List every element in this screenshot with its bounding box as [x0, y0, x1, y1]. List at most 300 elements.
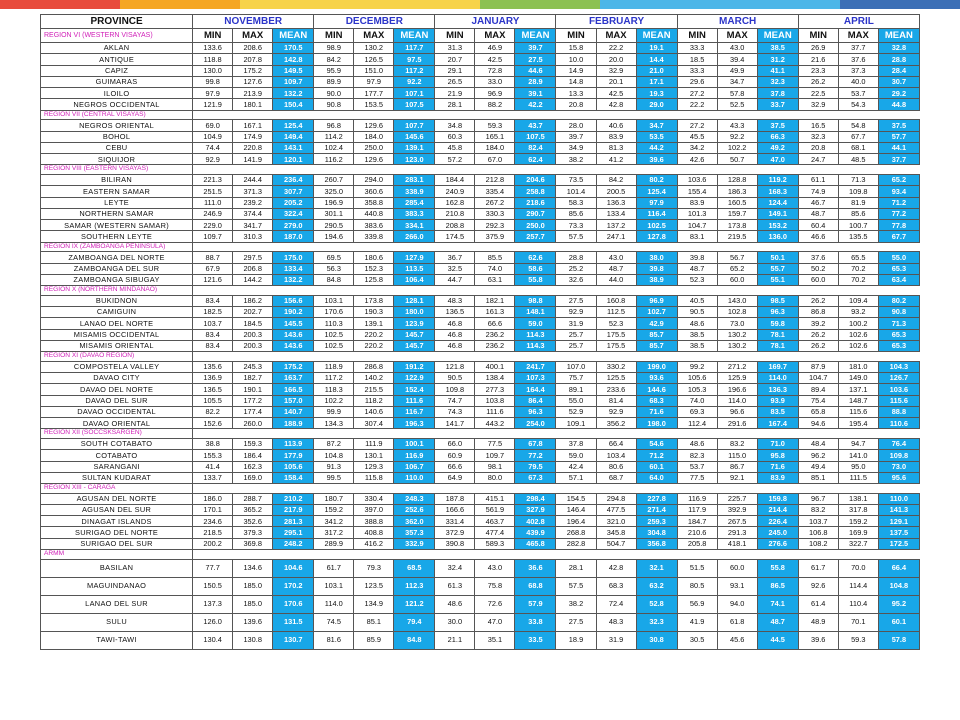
min-cell: 87.2 — [314, 438, 354, 449]
province-name: LANAO DEL NORTE — [41, 318, 193, 329]
max-cell: 73.0 — [717, 318, 757, 329]
mean-cell: 465.8 — [515, 538, 556, 549]
province-name: SULTAN KUDARAT — [41, 472, 193, 483]
mean-cell: 116.4 — [636, 208, 677, 219]
mean-cell: 127.8 — [636, 231, 677, 242]
min-cell: 88.7 — [193, 252, 233, 263]
min-cell: 56.3 — [314, 263, 354, 274]
table-row — [41, 174, 920, 185]
min-cell: 31.9 — [556, 318, 596, 329]
mean-cell: 111.6 — [394, 395, 435, 406]
region-row-blank — [394, 352, 435, 362]
region-row-blank — [636, 286, 677, 296]
mean-cell: 107.3 — [515, 372, 556, 383]
max-cell: 81.4 — [596, 395, 636, 406]
table-row — [41, 613, 920, 631]
min-cell: 170.1 — [193, 504, 233, 515]
region-row-blank — [757, 550, 798, 560]
region-row-blank — [394, 110, 435, 120]
min-cell: 180.7 — [314, 493, 354, 504]
max-cell: 65.2 — [717, 263, 757, 274]
min-cell: 118.3 — [314, 384, 354, 395]
province-header: PROVINCE — [41, 15, 193, 29]
max-cell: 149.0 — [838, 372, 878, 383]
mean-cell: 28.9 — [515, 76, 556, 87]
min-cell: 133.7 — [193, 472, 233, 483]
min-cell: 52.3 — [677, 274, 717, 285]
province-name: DAVAO ORIENTAL — [41, 418, 193, 429]
region-row-blank — [878, 550, 919, 560]
mean-cell: 144.6 — [636, 384, 677, 395]
max-cell: 341.7 — [233, 220, 273, 231]
mean-cell: 109.7 — [273, 76, 314, 87]
max-cell: 236.2 — [475, 340, 515, 351]
max-cell: 83.9 — [596, 131, 636, 142]
max-cell: 148.7 — [838, 395, 878, 406]
region-row-blank — [314, 286, 354, 296]
min-cell: 99.2 — [677, 361, 717, 372]
mean-cell: 33.8 — [515, 613, 556, 631]
column-header-min: MIN — [193, 29, 233, 43]
min-cell: 83.1 — [677, 231, 717, 242]
min-cell: 150.5 — [193, 577, 233, 595]
max-cell: 200.3 — [233, 329, 273, 340]
mean-cell: 327.9 — [515, 504, 556, 515]
mean-cell: 58.6 — [515, 263, 556, 274]
region-row-blank — [878, 352, 919, 362]
region-row-blank — [515, 550, 556, 560]
min-cell: 86.8 — [798, 306, 838, 317]
province-name: EASTERN SAMAR — [41, 186, 193, 197]
mean-cell: 38.5 — [757, 43, 798, 54]
min-cell: 234.6 — [193, 516, 233, 527]
region-label: ARMM — [41, 550, 193, 560]
min-cell: 116.9 — [677, 493, 717, 504]
mean-cell: 57.8 — [878, 631, 919, 649]
min-cell: 60.9 — [435, 450, 475, 461]
max-cell: 130.2 — [717, 329, 757, 340]
region-row — [41, 286, 920, 296]
max-cell: 126.5 — [354, 54, 394, 65]
min-cell: 246.9 — [193, 208, 233, 219]
table-row — [41, 120, 920, 131]
mean-cell: 80.2 — [636, 174, 677, 185]
max-cell: 125.5 — [596, 372, 636, 383]
max-cell: 72.4 — [596, 595, 636, 613]
mean-cell: 128.1 — [394, 295, 435, 306]
max-cell: 43.0 — [717, 43, 757, 54]
region-row — [41, 110, 920, 120]
column-header-min: MIN — [677, 29, 717, 43]
max-cell: 54.3 — [838, 99, 878, 110]
mean-cell: 66.4 — [878, 559, 919, 577]
table-row — [41, 186, 920, 197]
table-row — [41, 252, 920, 263]
region-row-blank — [838, 550, 878, 560]
min-cell: 14.8 — [556, 76, 596, 87]
region-row-blank — [596, 165, 636, 175]
mean-cell: 77.8 — [878, 220, 919, 231]
mean-cell: 93.4 — [878, 186, 919, 197]
max-cell: 88.2 — [475, 99, 515, 110]
mean-cell: 133.4 — [273, 263, 314, 274]
mean-cell: 42.2 — [515, 99, 556, 110]
min-cell: 22.5 — [798, 88, 838, 99]
mean-cell: 172.5 — [878, 538, 919, 549]
mean-cell: 114.3 — [515, 340, 556, 351]
region-row-blank — [596, 110, 636, 120]
region-row-blank — [798, 110, 838, 120]
province-name: COMPOSTELA VALLEY — [41, 361, 193, 372]
mean-cell: 245.0 — [757, 527, 798, 538]
max-cell: 160.5 — [717, 197, 757, 208]
min-cell: 105.6 — [677, 372, 717, 383]
min-cell: 48.9 — [798, 613, 838, 631]
min-cell: 96.7 — [798, 493, 838, 504]
min-cell: 61.7 — [798, 559, 838, 577]
mean-cell: 145.5 — [273, 318, 314, 329]
region-label: REGION XII (SOCCSKSARGEN) — [41, 429, 193, 439]
min-cell: 33.3 — [677, 43, 717, 54]
min-cell: 162.8 — [435, 197, 475, 208]
mean-cell: 143.1 — [273, 142, 314, 153]
min-cell: 64.9 — [435, 472, 475, 483]
column-header-min: MIN — [798, 29, 838, 43]
max-cell: 206.8 — [233, 263, 273, 274]
table-row — [41, 559, 920, 577]
min-cell: 200.2 — [193, 538, 233, 549]
min-cell: 103.7 — [193, 318, 233, 329]
region-row-blank — [314, 242, 354, 252]
max-cell: 180.6 — [354, 252, 394, 263]
min-cell: 112.4 — [677, 418, 717, 429]
mean-cell: 93.9 — [757, 395, 798, 406]
max-cell: 207.8 — [233, 54, 273, 65]
min-cell: 210.6 — [677, 527, 717, 538]
month-header-january: JANUARY — [435, 15, 556, 29]
min-cell: 42.4 — [556, 461, 596, 472]
region-row-blank — [636, 242, 677, 252]
mean-cell: 149.4 — [273, 131, 314, 142]
max-cell: 115.6 — [838, 406, 878, 417]
max-cell: 186.2 — [233, 295, 273, 306]
province-name: MAGUINDANAO — [41, 577, 193, 595]
max-cell: 169.0 — [233, 472, 273, 483]
region-row-blank — [354, 286, 394, 296]
min-cell: 24.7 — [798, 154, 838, 165]
column-header-max: MAX — [354, 29, 394, 43]
max-cell: 84.2 — [596, 174, 636, 185]
min-cell: 34.9 — [556, 142, 596, 153]
topbar-segment — [0, 0, 120, 9]
min-cell: 205.8 — [677, 538, 717, 549]
mean-cell: 37.8 — [757, 88, 798, 99]
mean-cell: 86.5 — [757, 577, 798, 595]
mean-cell: 123.9 — [394, 318, 435, 329]
min-cell: 218.5 — [193, 527, 233, 538]
max-cell: 39.4 — [717, 54, 757, 65]
min-cell: 41.4 — [193, 461, 233, 472]
column-header-mean: MEAN — [757, 29, 798, 43]
region-label: REGION X (NORTHERN MINDANAO) — [41, 286, 193, 296]
mean-cell: 136.3 — [757, 384, 798, 395]
max-cell: 110.4 — [838, 595, 878, 613]
min-cell: 38.5 — [677, 329, 717, 340]
min-cell: 130.0 — [193, 65, 233, 76]
mean-cell: 27.5 — [515, 54, 556, 65]
mean-cell: 37.5 — [757, 120, 798, 131]
max-cell: 244.4 — [233, 174, 273, 185]
province-name: CAMIGUIN — [41, 306, 193, 317]
mean-cell: 90.8 — [878, 306, 919, 317]
province-name: AGUSAN DEL SUR — [41, 504, 193, 515]
min-cell: 87.9 — [798, 361, 838, 372]
min-cell: 89.4 — [798, 384, 838, 395]
mean-cell: 32.3 — [757, 76, 798, 87]
max-cell: 70.1 — [838, 613, 878, 631]
region-label: REGION VIII (EASTERN VISAYAS) — [41, 165, 193, 175]
max-cell: 213.9 — [233, 88, 273, 99]
region-row-blank — [435, 242, 475, 252]
mean-cell: 68.3 — [636, 395, 677, 406]
mean-cell: 110.0 — [394, 472, 435, 483]
region-row-blank — [515, 242, 556, 252]
region-row-blank — [717, 429, 757, 439]
province-name: DAVAO OCCIDENTAL — [41, 406, 193, 417]
mean-cell: 102.5 — [636, 220, 677, 231]
mean-cell: 65.3 — [878, 263, 919, 274]
min-cell: 61.4 — [798, 595, 838, 613]
max-cell: 102.2 — [717, 142, 757, 153]
region-row-blank — [273, 286, 314, 296]
min-cell: 102.4 — [314, 142, 354, 153]
min-cell: 184.4 — [435, 174, 475, 185]
min-cell: 39.2 — [798, 318, 838, 329]
min-cell: 45.5 — [677, 131, 717, 142]
max-cell: 400.1 — [475, 361, 515, 372]
max-cell: 48.5 — [838, 154, 878, 165]
max-cell: 182.7 — [233, 372, 273, 383]
mean-cell: 68.5 — [394, 559, 435, 577]
region-row-blank — [193, 550, 233, 560]
min-cell: 137.3 — [193, 595, 233, 613]
min-cell: 69.5 — [314, 252, 354, 263]
mean-cell: 130.7 — [273, 631, 314, 649]
mean-cell: 439.9 — [515, 527, 556, 538]
min-cell: 58.3 — [556, 197, 596, 208]
max-cell: 250.0 — [354, 142, 394, 153]
province-name: MISAMIS OCCIDENTAL — [41, 329, 193, 340]
month-header-march: MARCH — [677, 15, 798, 29]
min-cell: 105.3 — [677, 384, 717, 395]
max-cell: 83.2 — [717, 438, 757, 449]
max-cell: 375.9 — [475, 231, 515, 242]
min-cell: 20.7 — [435, 54, 475, 65]
max-cell: 159.3 — [233, 438, 273, 449]
max-cell: 79.3 — [354, 559, 394, 577]
region-row-blank — [273, 165, 314, 175]
max-cell: 42.5 — [475, 54, 515, 65]
mean-cell: 63.2 — [636, 577, 677, 595]
mean-cell: 80.2 — [878, 295, 919, 306]
max-cell: 321.0 — [596, 516, 636, 527]
mean-cell: 39.7 — [515, 43, 556, 54]
region-row-blank — [475, 165, 515, 175]
max-cell: 130.1 — [354, 450, 394, 461]
min-cell: 196.9 — [314, 197, 354, 208]
region-label: REGION IX (ZAMBOANGA PENINSULA) — [41, 242, 193, 252]
mean-cell: 95.6 — [878, 472, 919, 483]
province-name: GUIMARAS — [41, 76, 193, 87]
mean-cell: 39.6 — [636, 154, 677, 165]
max-cell: 65.5 — [838, 252, 878, 263]
min-cell: 34.8 — [435, 120, 475, 131]
max-cell: 52.5 — [717, 99, 757, 110]
region-row-blank — [435, 286, 475, 296]
max-cell: 81.3 — [596, 142, 636, 153]
region-row-blank — [798, 165, 838, 175]
table-row — [41, 372, 920, 383]
min-cell: 61.7 — [314, 559, 354, 577]
max-cell: 190.3 — [354, 306, 394, 317]
min-cell: 325.0 — [314, 186, 354, 197]
table-row — [41, 538, 920, 549]
max-cell: 123.5 — [354, 577, 394, 595]
table-row — [41, 516, 920, 527]
mean-cell: 257.7 — [515, 231, 556, 242]
max-cell: 127.6 — [233, 76, 273, 87]
region-row-blank — [878, 165, 919, 175]
region-row-blank — [556, 110, 596, 120]
min-cell: 146.4 — [556, 504, 596, 515]
mean-cell: 116.9 — [394, 450, 435, 461]
max-cell: 130.2 — [354, 43, 394, 54]
region-label: REGION VII (CENTRAL VISAYAS) — [41, 110, 193, 120]
min-cell: 59.0 — [556, 450, 596, 461]
min-cell: 85.1 — [798, 472, 838, 483]
region-row-blank — [717, 242, 757, 252]
max-cell: 184.0 — [354, 131, 394, 142]
mean-cell: 170.2 — [273, 577, 314, 595]
region-row-blank — [636, 165, 677, 175]
max-cell: 371.3 — [233, 186, 273, 197]
min-cell: 46.6 — [798, 231, 838, 242]
mean-cell: 38.0 — [636, 252, 677, 263]
max-cell: 48.7 — [596, 263, 636, 274]
mean-cell: 279.0 — [273, 220, 314, 231]
table-row — [41, 263, 920, 274]
mean-cell: 71.0 — [757, 438, 798, 449]
region-row-blank — [798, 286, 838, 296]
table-row — [41, 99, 920, 110]
min-cell: 104.8 — [314, 450, 354, 461]
table-row — [41, 395, 920, 406]
max-cell: 97.9 — [354, 76, 394, 87]
max-cell: 60.0 — [717, 559, 757, 577]
min-cell: 108.2 — [798, 538, 838, 549]
mean-cell: 120.1 — [273, 154, 314, 165]
max-cell: 54.8 — [838, 120, 878, 131]
max-cell: 160.8 — [596, 295, 636, 306]
max-cell: 291.6 — [717, 418, 757, 429]
region-row-blank — [636, 352, 677, 362]
min-cell: 155.3 — [193, 450, 233, 461]
region-row-blank — [475, 429, 515, 439]
max-cell: 182.1 — [475, 295, 515, 306]
mean-cell: 74.1 — [757, 595, 798, 613]
province-name: CAPIZ — [41, 65, 193, 76]
mean-cell: 149.1 — [757, 208, 798, 219]
mean-cell: 59.0 — [515, 318, 556, 329]
region-row-blank — [596, 484, 636, 494]
min-cell: 37.6 — [798, 252, 838, 263]
mean-cell: 145.6 — [394, 131, 435, 142]
region-row-blank — [757, 165, 798, 175]
mean-cell: 117.2 — [394, 65, 435, 76]
province-name: NEGROS ORIENTAL — [41, 120, 193, 131]
table-row — [41, 208, 920, 219]
max-cell: 196.6 — [717, 384, 757, 395]
max-cell: 365.2 — [233, 504, 273, 515]
max-cell: 111.5 — [838, 472, 878, 483]
max-cell: 115.0 — [717, 450, 757, 461]
max-cell: 137.2 — [596, 220, 636, 231]
min-cell: 229.0 — [193, 220, 233, 231]
mean-cell: 43.7 — [515, 120, 556, 131]
min-cell: 57.1 — [556, 472, 596, 483]
mean-cell: 96.3 — [757, 306, 798, 317]
province-name: ZAMBOANGA DEL SUR — [41, 263, 193, 274]
min-cell: 85.6 — [556, 208, 596, 219]
min-cell: 21.6 — [798, 54, 838, 65]
mean-cell: 177.9 — [273, 450, 314, 461]
max-cell: 70.2 — [838, 274, 878, 285]
mean-cell: 55.0 — [878, 252, 919, 263]
mean-cell: 187.0 — [273, 231, 314, 242]
region-row-blank — [636, 550, 677, 560]
min-cell: 28.0 — [556, 120, 596, 131]
max-cell: 220.8 — [233, 142, 273, 153]
max-cell: 59.3 — [475, 120, 515, 131]
min-cell: 26.2 — [798, 340, 838, 351]
region-row-blank — [677, 484, 717, 494]
min-cell: 48.7 — [677, 263, 717, 274]
min-cell: 116.2 — [314, 154, 354, 165]
mean-cell: 77.2 — [878, 208, 919, 219]
max-cell: 66.4 — [596, 438, 636, 449]
mean-cell: 271.4 — [636, 504, 677, 515]
mean-cell: 98.8 — [515, 295, 556, 306]
max-cell: 310.3 — [233, 231, 273, 242]
mean-cell: 50.1 — [757, 252, 798, 263]
region-row-blank — [757, 429, 798, 439]
mean-cell: 148.1 — [515, 306, 556, 317]
region-row-blank — [314, 110, 354, 120]
min-cell: 21.1 — [435, 631, 475, 649]
max-cell: 134.6 — [233, 559, 273, 577]
table-row — [41, 504, 920, 515]
mean-cell: 71.2 — [636, 450, 677, 461]
max-cell: 134.9 — [354, 595, 394, 613]
max-cell: 215.5 — [354, 384, 394, 395]
max-cell: 37.6 — [838, 54, 878, 65]
mean-cell: 115.6 — [878, 395, 919, 406]
mean-cell: 199.0 — [636, 361, 677, 372]
mean-cell: 159.8 — [757, 493, 798, 504]
region-row-blank — [475, 352, 515, 362]
mean-cell: 125.4 — [636, 186, 677, 197]
max-cell: 294.0 — [354, 174, 394, 185]
